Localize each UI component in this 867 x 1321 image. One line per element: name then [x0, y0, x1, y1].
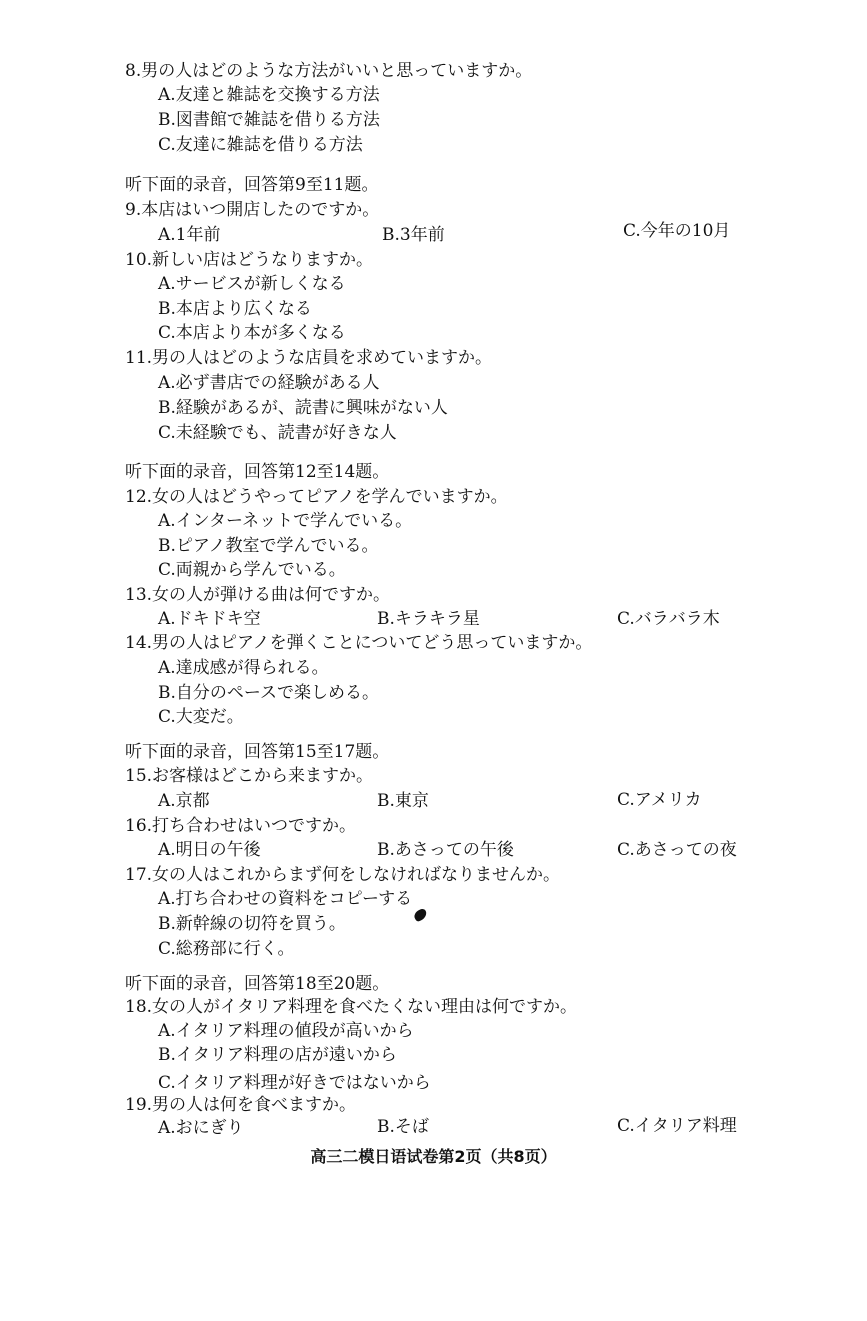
option-8a: A.友達と雑誌を交換する方法 [158, 85, 380, 105]
option-19a: A.おにぎり [158, 1118, 244, 1138]
option-12a: A.インターネットで学んでいる。 [158, 511, 413, 531]
section-heading-15-17: 听下面的录音，回答第15至17题。 [125, 742, 390, 762]
option-9c: C.今年の10月 [623, 221, 731, 241]
option-8b: B.図書館で雑誌を借りる方法 [158, 110, 380, 130]
option-17a: A.打ち合わせの資料をコピーする [158, 889, 413, 909]
option-8c: C.友達に雑誌を借りる方法 [158, 135, 363, 155]
option-14b: B.自分のペースで楽しめる。 [158, 683, 380, 703]
option-12c: C.両親から学んでいる。 [158, 560, 346, 580]
question-10: 10.新しい店はどうなりますか。 [125, 250, 374, 270]
option-18c: C.イタリア料理が好きではないから [158, 1073, 431, 1093]
option-12b: B.ピアノ教室で学んでいる。 [158, 536, 379, 556]
question-9: 9.本店はいつ開店したのですか。 [125, 200, 380, 220]
option-18a: A.イタリア料理の値段が高いから [158, 1021, 414, 1041]
ink-mark [412, 908, 428, 923]
question-19: 19.男の人は何を食べますか。 [125, 1095, 357, 1115]
option-13b: B.キラキラ星 [377, 609, 480, 629]
option-13a: A.ドキドキ空 [158, 609, 261, 629]
option-19b: B.そば [377, 1117, 429, 1137]
question-12: 12.女の人はどうやってピアノを学んでいますか。 [125, 487, 508, 507]
option-11a: A.必ず書店での経験がある人 [158, 373, 380, 393]
option-16c: C.あさっての夜 [617, 840, 737, 860]
section-heading-9-11: 听下面的录音，回答第9至11题。 [125, 175, 379, 195]
option-17c: C.総務部に行く。 [158, 939, 295, 959]
option-15b: B.東京 [377, 791, 429, 811]
option-18b: B.イタリア料理の店が遠いから [158, 1045, 397, 1065]
option-10a: A.サービスが新しくなる [158, 274, 346, 294]
option-19c: C.イタリア料理 [617, 1116, 737, 1136]
option-14c: C.大変だ。 [158, 707, 244, 727]
section-heading-18-20: 听下面的录音，回答第18至20题。 [125, 974, 390, 994]
option-13c: C.バラバラ木 [617, 609, 720, 629]
question-17: 17.女の人はこれからまず何をしなければなりませんか。 [125, 865, 561, 885]
question-15: 15.お客様はどこから来ますか。 [125, 766, 374, 786]
question-16: 16.打ち合わせはいつですか。 [125, 816, 357, 836]
question-18: 18.女の人がイタリア料理を食べたくない理由は何ですか。 [125, 997, 578, 1017]
option-9b: B.3年前 [382, 225, 445, 245]
option-11c: C.未経験でも、読書が好きな人 [158, 423, 397, 443]
option-10c: C.本店より本が多くなる [158, 323, 346, 343]
option-14a: A.達成感が得られる。 [158, 658, 329, 678]
option-9a: A.1年前 [158, 225, 221, 245]
option-16a: A.明日の午後 [158, 840, 261, 860]
option-15c: C.アメリカ [617, 790, 702, 810]
option-16b: B.あさっての午後 [377, 840, 514, 860]
option-17b: B.新幹線の切符を買う。 [158, 914, 346, 934]
section-heading-12-14: 听下面的录音，回答第12至14题。 [125, 462, 390, 482]
question-14: 14.男の人はピアノを弾くことについてどう思っていますか。 [125, 633, 593, 653]
question-8: 8.男の人はどのような方法がいいと思っていますか。 [125, 61, 533, 81]
option-10b: B.本店より広くなる [158, 299, 312, 319]
option-15a: A.京都 [158, 791, 210, 811]
page-footer: 高三二模日语试卷第2页（共8页） [310, 1147, 557, 1166]
option-11b: B.経験があるが、読書に興味がない人 [158, 398, 448, 418]
question-11: 11.男の人はどのような店員を求めていますか。 [125, 348, 493, 368]
question-13: 13.女の人が弾ける曲は何ですか。 [125, 585, 391, 605]
